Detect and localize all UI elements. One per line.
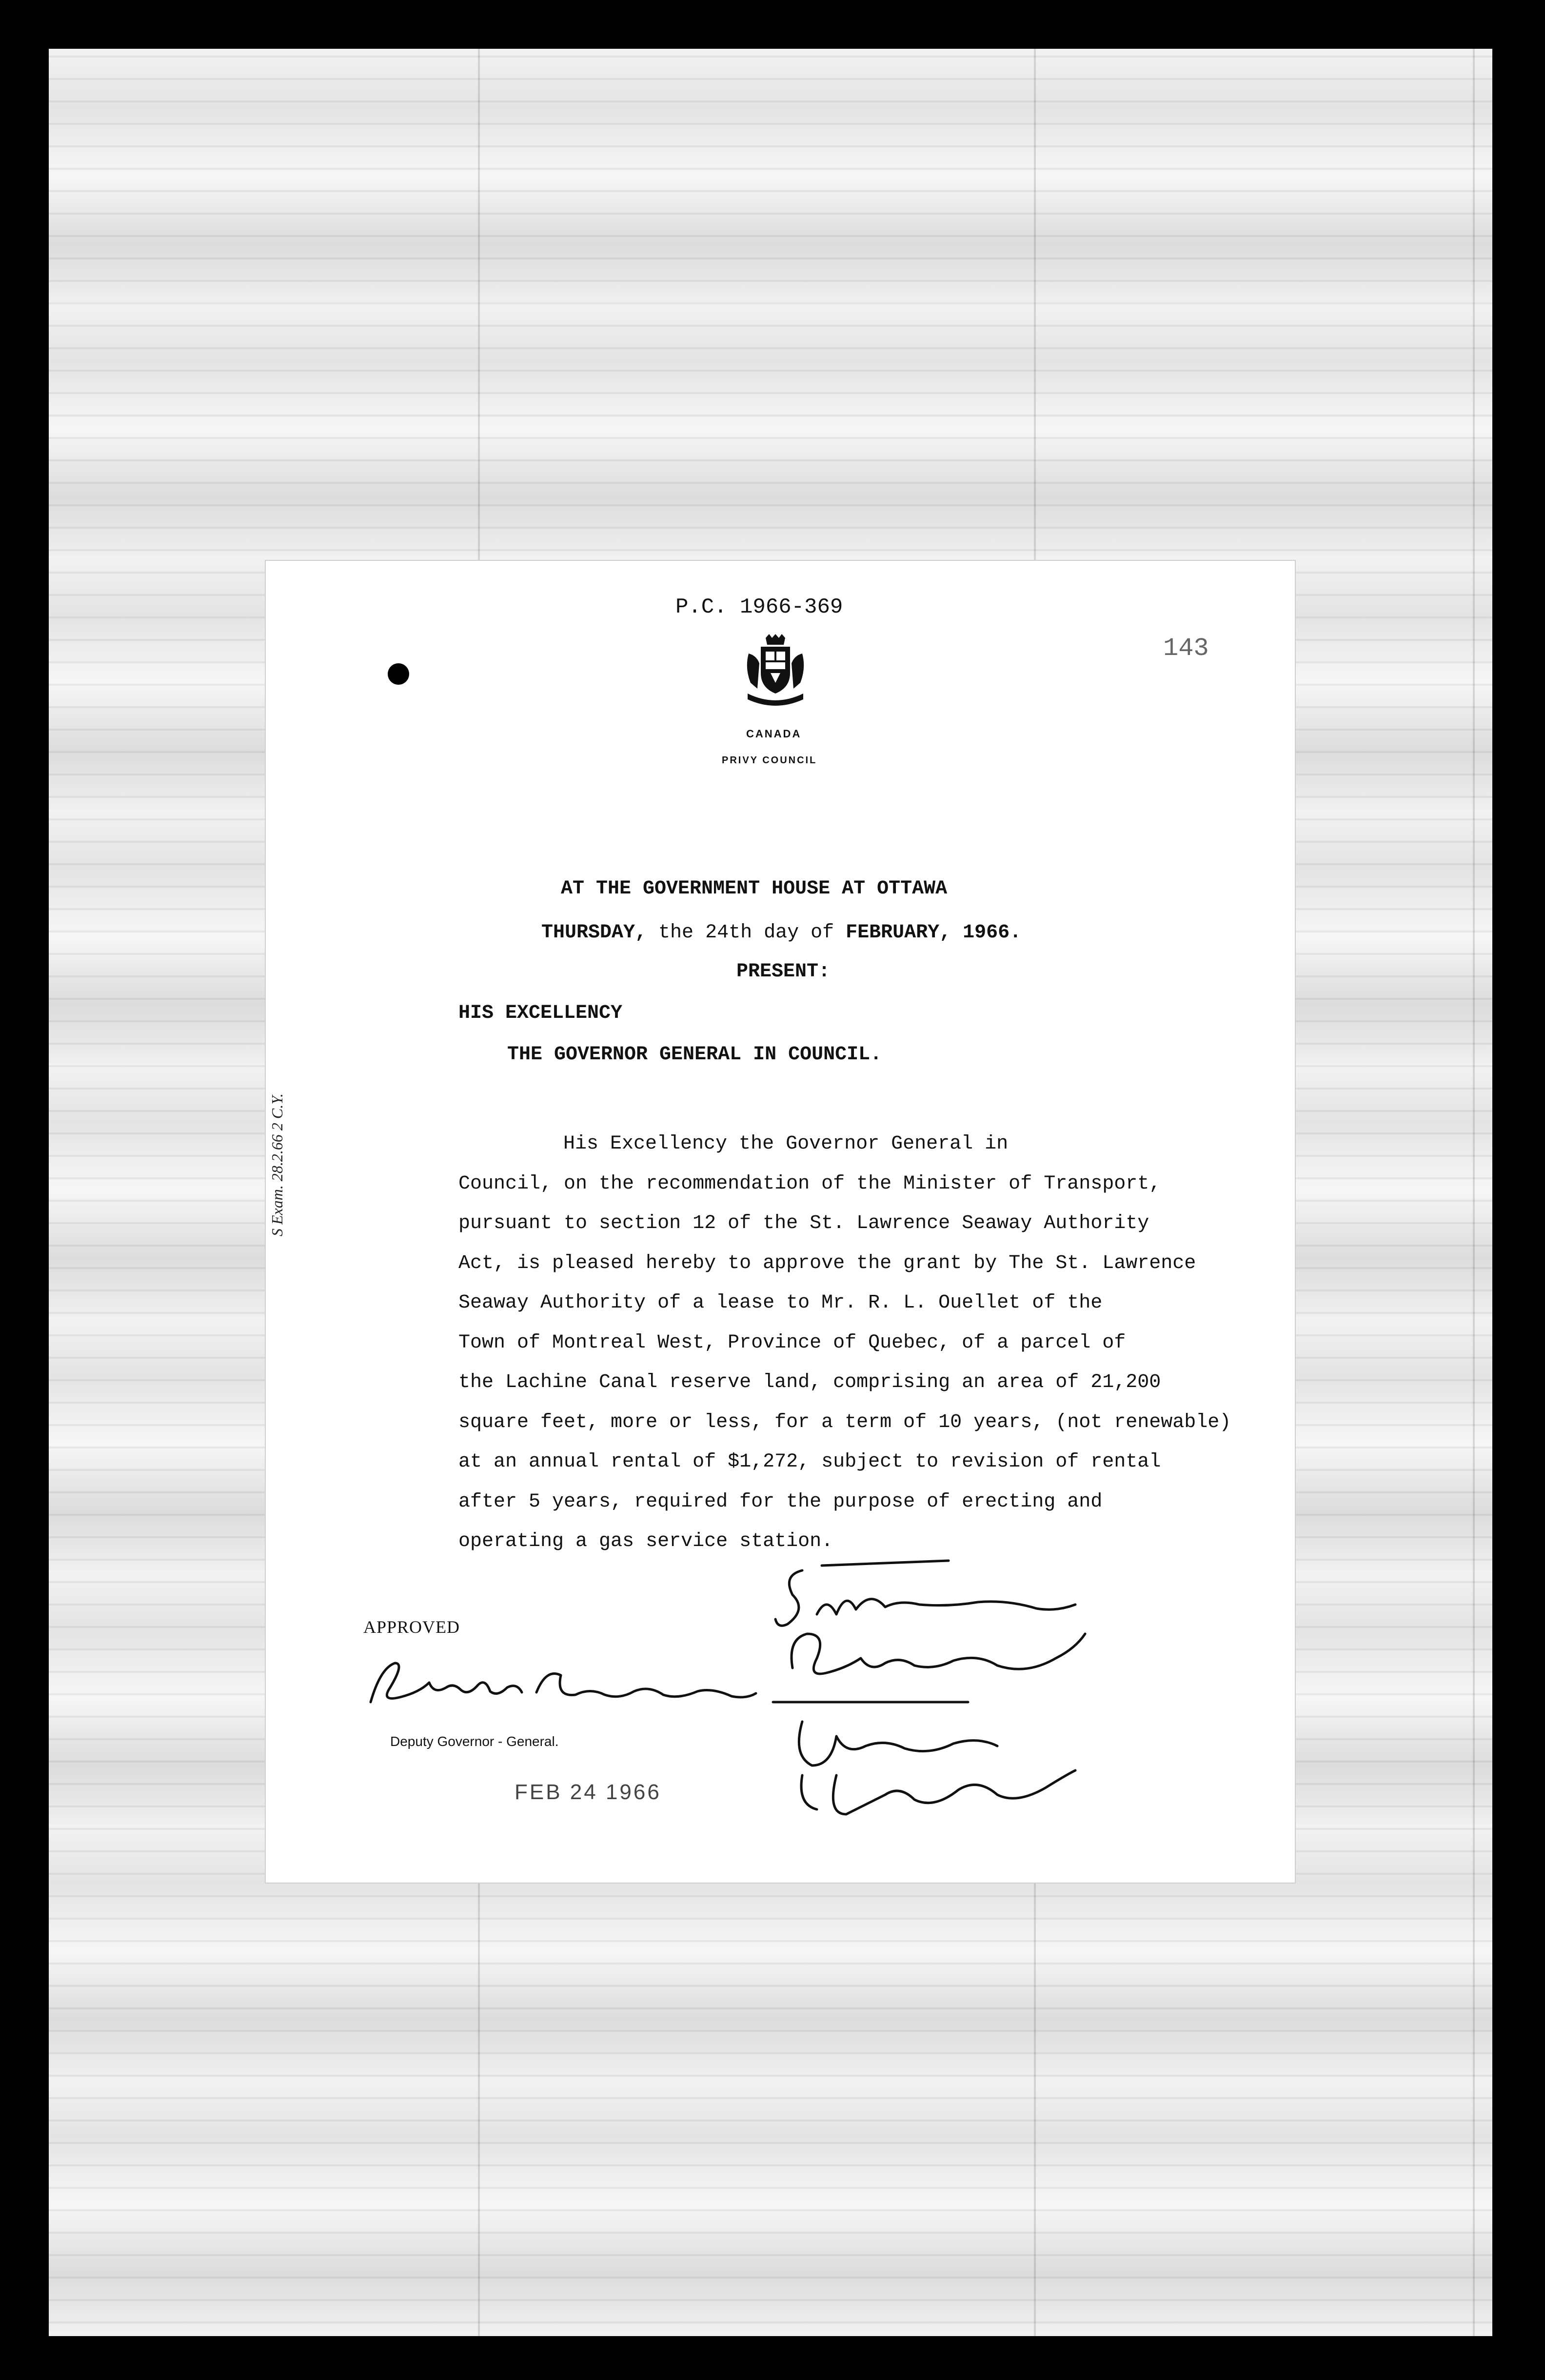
margin-note: S Exam. 28.2.66 2 C.Y. [268, 1093, 286, 1236]
body-line: His Excellency the Governor General in [563, 1133, 1009, 1155]
crest-country: CANADA [746, 728, 802, 740]
page-number: 143 [1163, 634, 1209, 663]
date-weekday: THURSDAY, [541, 922, 647, 944]
deputy-governor-title: Deputy Governor - General. [390, 1734, 559, 1749]
body-line: the Lachine Canal reserve land, comprising an area of 21,200 [458, 1371, 1161, 1393]
date-month-year: FEBRUARY, 1966. [846, 922, 1022, 944]
present-heading: PRESENT: [736, 961, 831, 983]
order-in-council-page [266, 561, 1295, 1883]
body-line: pursuant to section 12 of the St. Lawrence Seaway Authority [458, 1212, 1149, 1234]
crest-body: PRIVY COUNCIL [722, 755, 817, 766]
body-line: Act, is pleased hereby to approve the grant by The St. Lawrence [458, 1252, 1196, 1274]
body-line: Seaway Authority of a lease to Mr. R. L. Ouellet of the [458, 1292, 1103, 1314]
body-line: at an annual rental of $1,272, subject to revision of rental [458, 1451, 1161, 1473]
venue-heading: AT THE GOVERNMENT HOUSE AT OTTAWA [561, 878, 948, 900]
body-line: Town of Montreal West, Province of Quebec, of a parcel of [458, 1331, 1126, 1354]
body-line: operating a gas service station. [458, 1530, 833, 1552]
in-council-heading: THE GOVERNOR GENERAL IN COUNCIL. [507, 1044, 882, 1066]
coat-of-arms-icon [744, 634, 807, 710]
approved-label: APPROVED [363, 1617, 460, 1637]
excellency-heading: HIS EXCELLENCY [458, 1002, 623, 1024]
scan-artifact-line [1473, 49, 1475, 2336]
punch-hole [388, 663, 409, 685]
approval-date-stamp: FEB 24 1966 [515, 1780, 661, 1804]
council-signatures [773, 1561, 1261, 1834]
order-body [458, 1124, 1288, 1562]
date-line [541, 922, 1021, 944]
body-line: after 5 years, required for the purpose of erecting and [458, 1490, 1103, 1513]
date-day: the 24th day of [647, 922, 846, 944]
pc-number: P.C. 1966-369 [675, 595, 843, 619]
deputy-governor-signature [361, 1648, 761, 1722]
body-line: square feet, more or less, for a term of 10 years, (not renewable) [458, 1411, 1231, 1433]
body-line: Council, on the recommendation of the Minister of Transport, [458, 1172, 1161, 1195]
